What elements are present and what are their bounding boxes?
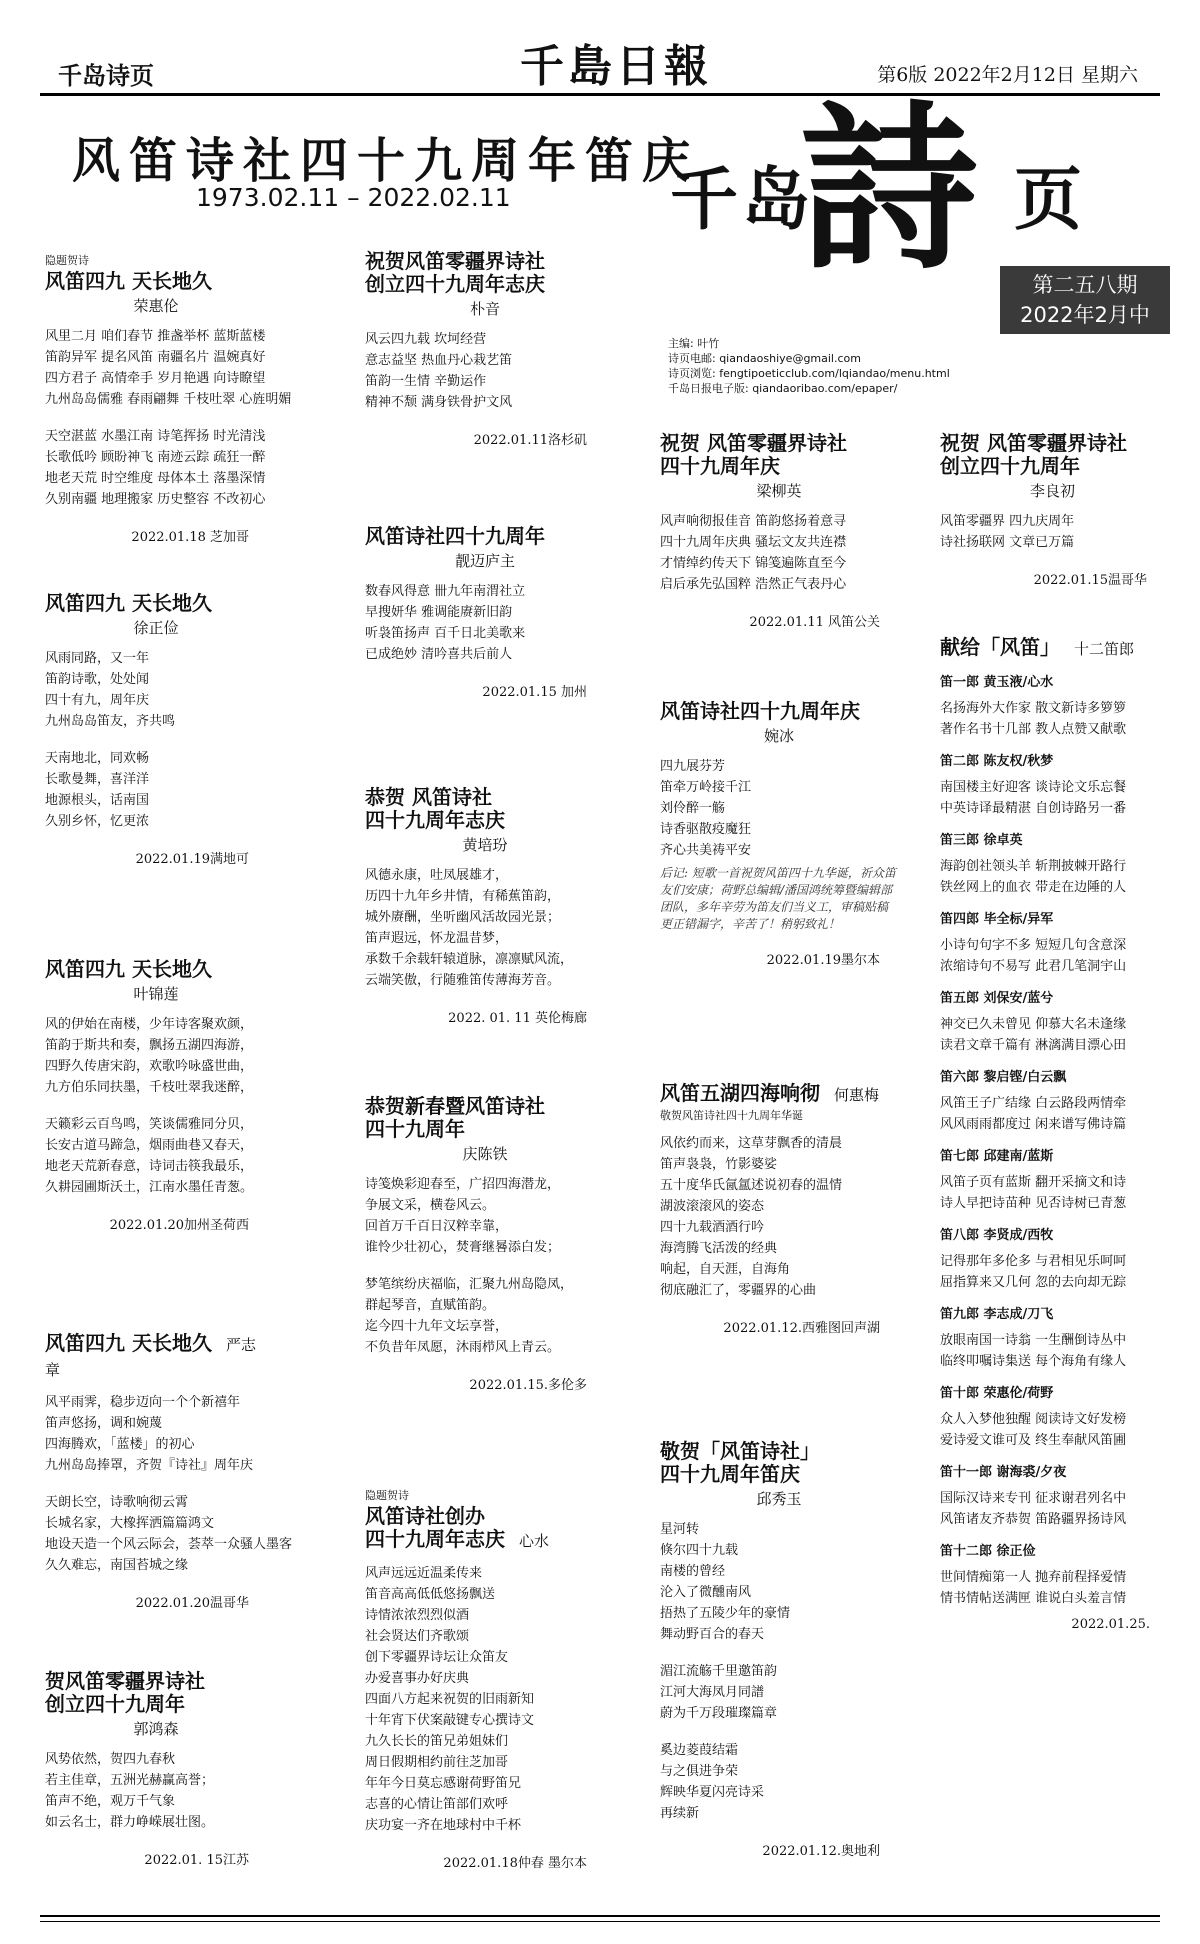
poem-title: 恭贺新春暨风笛诗社 四十九周年 — [365, 1094, 545, 1141]
poem-line: 志喜的心情让笛部们欢呼 — [365, 1797, 509, 1812]
poem — [45, 1670, 267, 1868]
stanza-heading: 笛九郎 李志成/刀飞 — [940, 1307, 1054, 1322]
issue-date-line: 第6版 2022年2月12日 星期六 — [877, 64, 1138, 86]
poem-line: 长歌低吟 顾盼神飞 南迹云踪 疏狂一醉 — [45, 450, 266, 465]
poem-line: 风依约而来，这草芽飘香的清晨 — [660, 1136, 843, 1151]
poem-line: 神交已久未曾见 仰慕大名未逢缘 — [940, 1017, 1127, 1032]
poem-line: 十年宵下伏案敲键专心撰诗文 — [365, 1713, 535, 1728]
poem-line: 风笛诸友齐恭贺 笛路疆界扬诗风 — [940, 1512, 1127, 1527]
poem-body — [45, 326, 292, 510]
poem-body — [660, 756, 898, 861]
poem-author: 黄培玢 — [462, 836, 508, 854]
poem-line: 数春风得意 卌九年南渭社立 — [365, 584, 526, 599]
poem-dateline: 2022.01.15温哥华 — [1033, 573, 1147, 588]
poem-line: 天籁彩云百鸟鸣，笑谈儒雅同分贝， — [45, 1117, 254, 1132]
issue-number: 第二五八期 — [1032, 273, 1138, 297]
poem-body — [940, 1014, 1168, 1056]
poem — [365, 250, 605, 448]
stanza-gap — [45, 1476, 267, 1492]
poem — [45, 592, 267, 867]
poem-dateline: 2022.01.20加州圣荷西 — [109, 1218, 249, 1233]
poem-line: 风里二月 咱们春节 推盏举杯 蓝斯蓝楼 — [45, 329, 266, 344]
poem-body — [365, 865, 605, 991]
poem-line: 诗情浓浓烈烈似酒 — [365, 1608, 470, 1623]
masthead-logo: 千島日報 — [520, 41, 712, 92]
poem-line: 梦笔缤纷庆福临，汇聚九州岛隐凤， — [365, 1277, 574, 1292]
poem-line: 四野久传唐宋韵，欢歌吟咏盛世曲， — [45, 1059, 254, 1074]
poem-line: 天朗长空，诗歌响彻云霄 — [45, 1495, 189, 1510]
poem-line: 笛牵万岭接千江 — [660, 780, 752, 795]
poem-dateline: 2022.01.15 加州 — [482, 685, 587, 700]
poem-line: 记得那年多伦多 与君相见乐呵呵 — [940, 1254, 1127, 1269]
poem-line: 笛声遐远，怀龙温昔梦， — [365, 931, 509, 946]
poem-body — [940, 1409, 1168, 1451]
poem-line: 辉映华夏闪亮诗采 — [660, 1785, 765, 1800]
section-title: 千岛诗页 — [58, 62, 154, 90]
footer-rule — [40, 1915, 1160, 1917]
poem-title: 风笛四九 天长地久 — [45, 269, 212, 293]
poem-line: 刘伶醉一觞 — [660, 801, 726, 816]
poem-line: 四十有九，周年庆 — [45, 693, 150, 708]
poem-dateline: 2022.01.19墨尔本 — [766, 953, 880, 968]
poem-line: 笛韵诗歌，处处闻 — [45, 672, 150, 687]
poem-body — [940, 1330, 1168, 1372]
poem-line: 诗香驱散疫魔狂 — [660, 822, 752, 837]
poem — [45, 1331, 293, 1611]
poem-line: 著作名书十几部 教人点赞又献歌 — [940, 722, 1127, 737]
stanza-heading: 笛十郎 荣惠伦/荷野 — [940, 1386, 1054, 1401]
poem-line: 众人入梦他独醒 阅读诗文好发榜 — [940, 1412, 1127, 1427]
poem-kicker: 隐题贺诗 — [45, 254, 89, 267]
poem-body — [45, 1392, 293, 1576]
poem-line: 承数千余载轩辕道脉，凛凛赋风流， — [365, 952, 574, 967]
poem — [365, 1487, 605, 1871]
poem-line: 社会贤达们齐歌颂 — [365, 1629, 470, 1644]
poem-line: 星河转 — [660, 1522, 700, 1537]
poem-body — [940, 1567, 1168, 1609]
poem — [365, 525, 605, 700]
poem — [660, 700, 898, 968]
poem-line: 才情绰约传天下 锦笺遍陈直至今 — [660, 556, 847, 571]
poem-body — [940, 935, 1168, 977]
poem-line: 舞动野百合的春天 — [660, 1627, 765, 1642]
poem-title: 风笛四九 天长地久 — [45, 591, 212, 615]
poem-line: 四面八方起来祝贺的旧雨新知 — [365, 1692, 535, 1707]
stanza-heading: 笛五郎 刘保安/蓝兮 — [940, 991, 1054, 1006]
poem-body — [940, 698, 1168, 740]
poem-postscript: 后记: 短歌一首祝贺风笛四十九华诞，祈众笛友们安康；荷野总编辑/潘国鸿统筹暨编辑部团队，多年辛劳为笛友们当义工，审稿贴稿更正错漏字，辛苦了！稍躬致礼！ — [660, 866, 896, 931]
poem-line: 与之俱进争荣 — [660, 1764, 739, 1779]
poem-title: 祝贺 风笛零疆界诗社 创立四十九周年 — [940, 431, 1127, 478]
poem-body — [365, 581, 605, 665]
poem-dateline: 2022.01.11洛杉矶 — [473, 433, 587, 448]
poem-line: 历四十九年乡井情，有稀蕉笛韵， — [365, 889, 561, 904]
poem-line: 浓缩诗句不易写 此君几笔洞宇山 — [940, 959, 1127, 974]
poem-line: 诗社扬联网 文章已万篇 — [940, 535, 1075, 550]
poem-body — [45, 1014, 267, 1198]
stanza-gap — [45, 732, 267, 748]
poem-line: 小诗句句字不多 短短几句含意深 — [940, 938, 1127, 953]
poem-title: 风笛五湖四海响彻 何惠梅 — [660, 1081, 880, 1105]
poem-title: 贺风笛零疆界诗社 创立四十九周年 — [45, 1669, 205, 1716]
poem-author: 十二笛郎 — [1074, 640, 1135, 658]
poem-line: 海韵创社领头羊 斩荆披棘开路行 — [940, 859, 1127, 874]
poem-title-text: 献给「风笛」 — [940, 635, 1060, 659]
poem-body — [940, 1172, 1168, 1214]
poem-line: 风德永康，吐凤展雄才， — [365, 868, 509, 883]
poem-dateline: 2022.01.25. — [1071, 1617, 1150, 1632]
issue-month: 2022年2月中 — [1020, 303, 1150, 327]
poem-line: 已成绝妙 清吟喜共后前人 — [365, 647, 513, 662]
poem-title: 风笛诗社四十九周年庆 — [660, 699, 860, 723]
poem-line: 风风雨雨都度过 闲来谱写佛诗篇 — [940, 1117, 1127, 1132]
stanza-heading: 笛七郎 邱建南/蓝斯 — [940, 1149, 1054, 1164]
poem-line: 爱诗爱文谁可及 终生奉献风笛圃 — [940, 1433, 1127, 1448]
banner-dates: 1973.02.11 – 2022.02.11 — [196, 183, 511, 212]
poem-line: 意志益坚 热血丹心栽艺笛 — [365, 353, 513, 368]
poem-author: 叶锦莲 — [133, 985, 179, 1003]
stanza-heading: 笛四郎 毕全标/异军 — [940, 912, 1054, 927]
poem-body — [365, 329, 605, 413]
poem-line: 风笛子页有蓝斯 翻开采摘文和诗 — [940, 1175, 1127, 1190]
poem-dateline: 2022.01.15.多伦多 — [469, 1378, 587, 1393]
poem-line: 风势依然，贺四九春秋 — [45, 1752, 176, 1767]
stanza-gap — [660, 1724, 898, 1740]
poem-line: 笛音高高低低悠扬飘送 — [365, 1587, 496, 1602]
poem-line: 临终叩嘱诗集送 每个海角有缘人 — [940, 1354, 1127, 1369]
poem-line: 笛韵异军 提名风笛 南疆名片 温婉真好 — [45, 350, 266, 365]
poem-line: 齐心共美祷平安 — [660, 843, 752, 858]
poem-line: 风声远远近温柔传来 — [365, 1566, 483, 1581]
poem-line: 响起，自天涯，自海角 — [660, 1262, 791, 1277]
poem-kicker: 隐题贺诗 — [365, 1489, 409, 1502]
stanza-heading: 笛一郎 黄玉液/心水 — [940, 675, 1054, 690]
poem-line: 精神不颓 满身铁骨护文风 — [365, 395, 513, 410]
poem-body — [365, 1563, 605, 1836]
poem-line: 城外赓酬，坐听幽风活故园光景； — [365, 910, 561, 925]
poem-line: 江河大海凤月同譜 — [660, 1685, 765, 1700]
stanza-gap — [660, 1645, 898, 1661]
poem-dateline: 2022.01.18仲春 墨尔本 — [443, 1856, 587, 1871]
poem-body — [940, 1488, 1168, 1530]
poem-line: 捂热了五陵少年的豪情 — [660, 1606, 791, 1621]
poem-line: 争展文采，横卷风云。 — [365, 1198, 496, 1213]
poem-line: 若主佳章，五洲光赫赢高誉； — [45, 1773, 215, 1788]
poem-line: 久久难忘，南国苔城之缘 — [45, 1558, 189, 1573]
poem-author: 严志章 — [45, 1336, 256, 1379]
poem-line: 名扬海外大作家 散文新诗多箩箩 — [940, 701, 1127, 716]
poem-line: 创下零疆界诗坛让众笛友 — [365, 1650, 509, 1665]
poem-title: 祝贺 风笛零疆界诗社 四十九周年庆 — [660, 431, 847, 478]
poem-body — [660, 511, 898, 595]
editor-info-line: 诗页电邮: qiandaoshiye@gmail.com — [668, 352, 861, 365]
poem-line: 风笛王子广结缘 白云路段两情牵 — [940, 1096, 1127, 1111]
poem-line: 奚边菱葭结霜 — [660, 1743, 739, 1758]
editor-info — [668, 336, 950, 396]
poem-title: 风笛四九 天长地久 — [45, 957, 212, 981]
logo-shi-calligraphy: 詩 — [800, 84, 978, 293]
poem-body — [660, 1133, 898, 1301]
poem-line: 长安古道马蹄急，烟雨曲巷又春天， — [45, 1138, 254, 1153]
poem-line: 地源根头，话南国 — [45, 793, 150, 808]
poem-line: 迄今四十九年文坛享誉， — [365, 1319, 509, 1334]
poem-line: 四十九载酒酒行吟 — [660, 1220, 765, 1235]
poem-line: 听袅笛扬声 百千日北美歌来 — [365, 626, 526, 641]
poem-line: 笛韵于斯共和奏，飘扬五湖四海游， — [45, 1038, 254, 1053]
issue-box — [1000, 266, 1170, 334]
poem — [365, 786, 605, 1026]
poem-line: 群起琴音，直赋笛韵。 — [365, 1298, 496, 1313]
poem-title: 风笛诗社四十九周年 — [365, 524, 545, 548]
poem-dateline: 2022.01.12.奥地利 — [762, 1844, 880, 1859]
poem-line: 四九展芬芳 — [660, 759, 726, 774]
poem — [940, 636, 1168, 1632]
poem-line: 九方伯乐同扶墨，千枝吐翠我迷醉， — [45, 1080, 254, 1095]
stanza-heading: 笛八郎 李贤成/西牧 — [940, 1228, 1054, 1243]
poem — [660, 1440, 898, 1859]
poem-line: 风云四九载 坎坷经营 — [365, 332, 487, 347]
poem-line: 四十九周年庆典 骚坛文友共连襟 — [660, 535, 847, 550]
poem-line: 倏尔四十九载 — [660, 1543, 739, 1558]
poem-body — [940, 1093, 1168, 1135]
poem-line: 年年今日莫忘感谢荷野笛兄 — [365, 1776, 522, 1791]
poem-line: 久别乡怀，忆更浓 — [45, 814, 150, 829]
poem-body — [940, 1251, 1168, 1293]
poem-line: 五十度华氏氤氲述说初春的温情 — [660, 1178, 843, 1193]
poem-line: 笛声袅袅，竹影婆娑 — [660, 1157, 778, 1172]
poem-dateline: 2022.01. 15江苏 — [144, 1853, 249, 1868]
poem-line: 长歌曼舞，喜洋洋 — [45, 772, 150, 787]
poem-line: 天空湛蓝 水墨江南 诗笔挥扬 时光清浅 — [45, 429, 266, 444]
poem-author: 邱秀玉 — [756, 1490, 802, 1508]
poem-line: 南国楼主好迎客 谈诗论文乐忘餐 — [940, 780, 1127, 795]
poem-line: 云端笑傲，行随雅笛传薄海芳音。 — [365, 973, 561, 988]
poem-author: 庆陈铁 — [462, 1145, 508, 1163]
poem-author: 何惠梅 — [834, 1086, 880, 1104]
header-rule — [40, 93, 1160, 96]
poem-line: 世间情痴第一人 抛弃前程择爱情 — [940, 1570, 1127, 1585]
poem-title: 风笛四九 天长地久 严志章 — [45, 1331, 256, 1379]
poem-line: 放眼南国一诗翁 一生酬倒诗丛中 — [940, 1333, 1127, 1348]
poem-line: 笛韵一生情 辛勤运作 — [365, 374, 487, 389]
poem-body — [940, 856, 1168, 898]
poem-line: 九久长长的笛兄弟姐妹们 — [365, 1734, 509, 1749]
poem-title: 恭贺 风笛诗社 四十九周年志庆 — [365, 785, 505, 832]
poem-line: 风声响彻报佳音 笛韵悠扬着意寻 — [660, 514, 847, 529]
poem-line: 风的伊始在南楼，少年诗客聚欢颜， — [45, 1017, 254, 1032]
poem-line: 办爱喜事办好庆典 — [365, 1671, 470, 1686]
poem-line: 风笛零疆界 四九庆周年 — [940, 514, 1075, 529]
poem-line: 湄江流觞千里邀笛韵 — [660, 1664, 778, 1679]
stanza-heading: 笛三郎 徐卓英 — [940, 833, 1023, 848]
poem-author: 朴音 — [469, 300, 500, 318]
poem-line: 九州岛岛捧罩，齐贺『诗社』周年庆 — [45, 1458, 254, 1473]
poem-line: 再续新 — [660, 1806, 700, 1821]
stanza-gap — [365, 1258, 605, 1274]
poem-line: 九州岛岛笛友，齐共鸣 — [45, 714, 176, 729]
poem-line: 回首万千百日汉粹幸靠， — [365, 1219, 509, 1234]
poem-dateline: 2022.01.11 风笛公关 — [749, 615, 880, 630]
poem-line: 海湾腾飞活泼的经典 — [660, 1241, 778, 1256]
poem-line: 诗人早把诗苗种 见否诗树已青葱 — [940, 1196, 1127, 1211]
poem-line: 如云名士，群力峥嵘展壮图。 — [45, 1815, 215, 1830]
poem-line: 湖波滚滚风的姿态 — [660, 1199, 765, 1214]
poem-line: 笛声不绝，观万千气象 — [45, 1794, 176, 1809]
poem-line: 四方君子 高情牵手 岁月艳遇 向诗瞭望 — [45, 371, 266, 386]
stanza-gap — [45, 1098, 267, 1114]
stanza-heading: 笛六郎 黎启铿/白云飘 — [940, 1070, 1067, 1085]
editor-info-line: 诗页浏览: fengtipoeticclub.com/lqiandao/menu.html — [668, 367, 950, 380]
poem-author: 李良初 — [1029, 482, 1075, 500]
stanza-heading: 笛二郎 陈友权/秋梦 — [940, 754, 1054, 769]
poem-line: 读君文章千篇有 淋漓满目漂心田 — [940, 1038, 1127, 1053]
poem — [45, 958, 267, 1233]
poem — [365, 1095, 605, 1393]
poem-line: 屈指算来又几何 忽的去向却无踪 — [940, 1275, 1127, 1290]
poem-body — [660, 1519, 898, 1824]
poem-line: 铁丝网上的血衣 带走在边陲的人 — [940, 880, 1127, 895]
stanza-heading: 笛十一郎 谢海裘/夕夜 — [940, 1465, 1067, 1480]
poem-subtitle: 敬贺风笛诗社四十九周年华诞 — [660, 1109, 803, 1122]
poem-line: 地老天荒 时空维度 母体本土 落墨深情 — [45, 471, 266, 486]
poem-author: 梁柳英 — [756, 482, 802, 500]
stanza-heading: 笛十二郎 徐正俭 — [940, 1544, 1036, 1559]
poem-line: 九州岛岛儒雅 春雨翩舞 千枝吐翠 心旌明媚 — [45, 392, 292, 407]
poem-author: 靓迈庐主 — [454, 552, 515, 570]
poem-line: 启后承先弘国粹 浩然正气表丹心 — [660, 577, 847, 592]
poem-author: 心水 — [519, 1532, 550, 1550]
poem-author: 徐正俭 — [133, 619, 179, 637]
poem-author: 郭鸿森 — [133, 1720, 179, 1738]
poem-dateline: 2022.01.18 芝加哥 — [131, 530, 249, 545]
poem-line: 庆功宴一齐在地球村中千杯 — [365, 1818, 522, 1833]
poem-author: 婉冰 — [763, 727, 794, 745]
poem-line: 蔚为千万段璀璨篇章 — [660, 1706, 778, 1721]
poem-line: 谁怜少壮初心，焚膏继晷添白发； — [365, 1240, 561, 1255]
poem-line: 早搜妍华 雅调能赓新旧韵 — [365, 605, 513, 620]
poem-dateline: 2022.01.20温哥华 — [135, 1596, 249, 1611]
poem-line: 长城名家，大橡挥洒篇篇鸿文 — [45, 1516, 215, 1531]
poem-line: 久耕园圃斯沃土，江南水墨任青葱。 — [45, 1180, 254, 1195]
poem-title: 风笛诗社创办 四十九周年志庆 心水 — [365, 1504, 550, 1551]
poem-line: 诗笺焕彩迎春至，广招四海潜龙， — [365, 1177, 561, 1192]
poem-line: 不负昔年凤愿，沐雨栉风上青云。 — [365, 1340, 561, 1355]
editor-info-line: 千岛日报电子版: qiandaoribao.com/epaper/ — [668, 382, 898, 395]
poem — [45, 252, 292, 545]
poem-line: 中英诗译最精湛 自创诗路另一番 — [940, 801, 1127, 816]
poem-line: 南楼的曾经 — [660, 1564, 726, 1579]
poem-body — [940, 511, 1165, 553]
logo-qiandao: 千岛 — [670, 160, 815, 240]
poem — [940, 432, 1165, 588]
poem-body — [940, 777, 1168, 819]
poem-line: 笛声悠扬，调和婉蔑 — [45, 1416, 163, 1431]
footer-rule-thin — [40, 1921, 1160, 1922]
poem-title: 祝贺风笛零疆界诗社 创立四十九周年志庆 — [365, 249, 545, 296]
poem-line: 国际汉诗来专刊 征求谢君列名中 — [940, 1491, 1127, 1506]
poem-line: 久别南疆 地理搬家 历史整容 不改初心 — [45, 492, 266, 507]
poem — [660, 432, 898, 630]
banner-title: 风笛诗社四十九周年笛庆 — [72, 133, 700, 189]
poem-dateline: 2022.01.12.西雅图回声湖 — [723, 1321, 880, 1336]
poem-dateline: 2022. 01. 11 英伦梅廊 — [448, 1011, 587, 1026]
poem-title: 敬贺「风笛诗社」 四十九周年笛庆 — [660, 1439, 820, 1486]
poem-line: 风雨同路，又一年 — [45, 651, 150, 666]
poem-body — [365, 1174, 605, 1358]
poem-dateline: 2022.01.19满地可 — [135, 852, 249, 867]
poem-line: 沦入了微醺南风 — [660, 1585, 752, 1600]
poem-line: 天南地北，同欢畅 — [45, 751, 150, 766]
poem-line: 风平雨霁，稳步迈向一个个新禧年 — [45, 1395, 241, 1410]
logo-ye: 页 — [1014, 160, 1083, 240]
poem-line: 周日假期相约前往芝加哥 — [365, 1755, 509, 1770]
stanza-gap — [45, 410, 267, 426]
poem-line: 彻底融汇了，零疆界的心曲 — [660, 1283, 817, 1298]
poem-body — [45, 1749, 267, 1833]
poem-line: 情书情帖送满匣 谁说白头羞言情 — [940, 1591, 1127, 1606]
poem-body — [45, 648, 267, 832]
poem-title — [940, 636, 1168, 661]
poem-line: 地设天造一个风云际会，荟萃一众骚人墨客 — [45, 1537, 293, 1552]
editor-info-line: 主编: 叶竹 — [668, 337, 720, 350]
poem-line: 四海腾欢，「蓝楼」的初心 — [45, 1437, 195, 1452]
poem-line: 地老天荒新春意，诗词击筷我最乐， — [45, 1159, 254, 1174]
poem — [660, 1082, 898, 1336]
poem-author: 荣惠伦 — [133, 297, 179, 315]
